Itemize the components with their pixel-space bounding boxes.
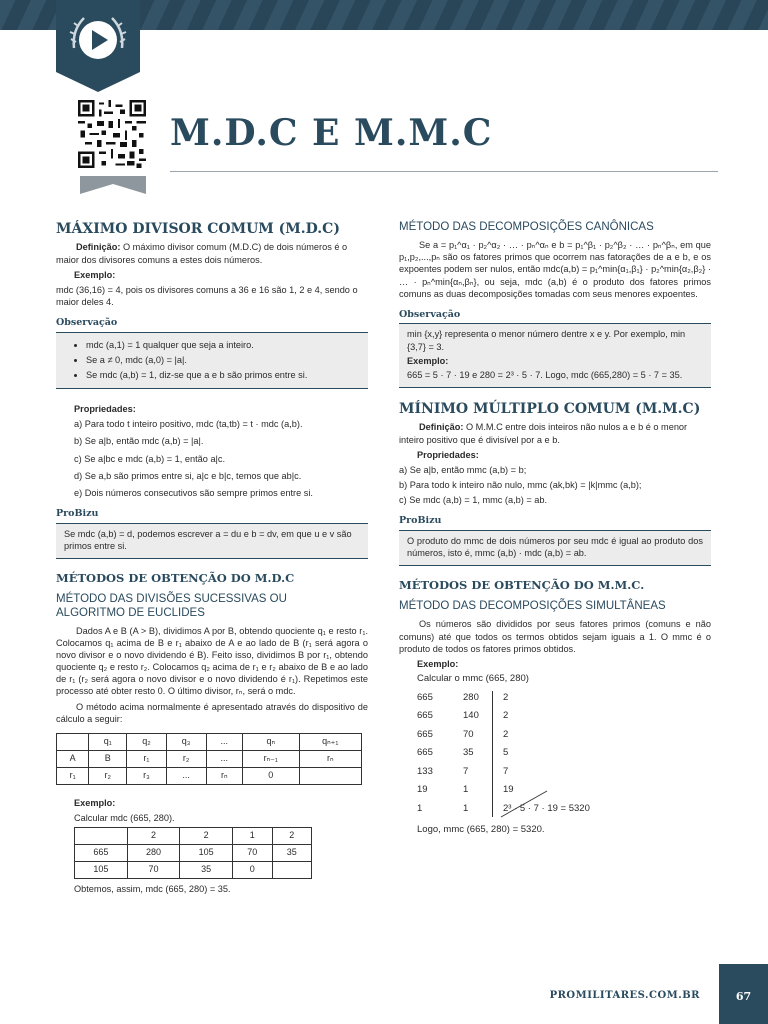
table-cell: B [89, 750, 127, 767]
table-cell: A [57, 750, 89, 767]
example-text: 665 = 5 · 7 · 19 e 280 = 2³ · 5 · 7. Logo, mdc (665,280) = 5 · 7 = 35. [407, 369, 683, 380]
list-item: b) Se a|b, então mdc (a,b) = |a|. [74, 436, 204, 447]
table-row [417, 744, 590, 763]
table-cell: 2 [503, 691, 509, 703]
mdc-methods-heading: MÉTODOS DE OBTENÇÃO DO M.D.C [56, 570, 295, 585]
euclid-paragraph-2: O método acima normalmente é apresentado através do dispositivo de cálculo a seguir: [56, 701, 368, 724]
table-cell: 35 [272, 845, 312, 862]
table-cell: 2 [127, 828, 180, 845]
definition-text: O M.M.C entre dois inteiros não nulos a e b é o menor inteiro positivo que é divisível por a e b. [399, 422, 688, 445]
table-row [417, 707, 590, 726]
table-row [57, 733, 362, 750]
euclid-scheme-table [56, 733, 362, 785]
table-row [75, 828, 312, 845]
observation-label: Observação [56, 317, 368, 333]
table-cell: 35 [463, 747, 474, 759]
table-cell: 665 [75, 845, 128, 862]
table-cell [299, 767, 361, 784]
table-cell [57, 733, 89, 750]
mmc-example [399, 658, 711, 837]
table-cell: 70 [463, 728, 474, 740]
mmc-methods-heading: MÉTODOS DE OBTENÇÃO DO M.M.C. [399, 578, 645, 593]
canonical-heading: MÉTODO DAS DECOMPOSIÇÕES CANÔNICAS [399, 221, 654, 233]
table-cell: 105 [180, 845, 233, 862]
table-row [417, 726, 590, 745]
footer-site: PROMILITARES.COM.BR [549, 990, 700, 1001]
observation-list [64, 339, 360, 381]
definition-label: Definição: [76, 242, 121, 253]
probizu-box [56, 524, 368, 559]
table-cell: 1 [463, 802, 469, 814]
table-cell: q₁ [89, 733, 127, 750]
table-cell: 70 [127, 862, 180, 879]
mmc-heading: MÍNIMO MÚLTIPLO COMUM (M.M.C) [399, 400, 701, 417]
slash-mark [493, 789, 553, 819]
mmc-definition [399, 421, 711, 445]
observation-label: Observação [399, 309, 711, 325]
table-cell: 5 [503, 747, 509, 759]
list-item: d) Se a,b são primos entre si, a|c e b|c, temos que ab|c. [74, 470, 302, 481]
table-cell: 2 [180, 828, 233, 845]
right-column [399, 218, 711, 840]
table-cell: 280 [463, 691, 479, 703]
list-item: b) Para todo k inteiro não nulo, mmc (ak,bk) = |k|mmc (a,b); [399, 480, 642, 490]
simultaneous-heading: MÉTODO DAS DECOMPOSIÇÕES SIMULTÂNEAS [399, 600, 666, 613]
table-cell: 19 [417, 784, 428, 796]
page-number: 67 [719, 964, 768, 1024]
table-cell: 280 [127, 845, 180, 862]
factorization-device [417, 689, 617, 819]
properties-label: Propriedades: [74, 404, 136, 415]
table-cell: r₂ [166, 750, 206, 767]
probizu-box [399, 531, 711, 566]
qr-code-icon [78, 100, 146, 168]
list-item: c) Se mdc (a,b) = 1, mmc (a,b) = ab. [399, 495, 548, 506]
table-cell: r₂ [89, 767, 127, 784]
table-cell: 2³ · 5 · 7 · 19 = 5320 [503, 802, 590, 814]
table-cell: 140 [463, 710, 479, 722]
table-cell: 2 [503, 710, 509, 722]
table-cell: qₙ [243, 733, 300, 750]
observation-box [399, 324, 711, 388]
observation-text: min {x,y} representa o menor número dentre x e y. Por exemplo, min {3,7} = 3. [407, 329, 686, 352]
mdc-example [56, 797, 368, 895]
example-label: Exemplo: [407, 355, 449, 366]
table-row [57, 767, 362, 784]
table-cell: q₃ [166, 733, 206, 750]
probizu-label: ProBizu [399, 515, 711, 531]
table-cell: 7 [463, 765, 469, 777]
table-cell: 0 [233, 862, 272, 879]
play-logo-icon [56, 0, 140, 92]
example-text: Calcular o mmc (665, 280) [417, 673, 529, 684]
table-row [417, 689, 590, 708]
probizu-text: Se mdc (a,b) = d, podemos escrever a = du e b = dv, em que u e v são primos entre si. [64, 528, 352, 551]
table-cell: 35 [180, 862, 233, 879]
table-cell [75, 828, 128, 845]
definition-text: O máximo divisor comum (M.D.C) de dois números é o maior dos divisores comuns a estes dois números. [56, 242, 348, 265]
list-item: • mdc (a,1) = 1 qualquer que seja a inteiro. [86, 339, 360, 351]
table-cell: 7 [503, 765, 509, 777]
table-cell: ... [206, 750, 243, 767]
table-cell: 2 [503, 728, 509, 740]
mdc-properties [56, 403, 368, 499]
definition-label: Definição: [419, 422, 464, 433]
table-row [75, 862, 312, 879]
canonical-text: Se a = p₁^α₁ · p₂^α₂ · … · pₙ^αₙ e b = p₁^β₁ · p₂^β₂ · … · pₙ^βₙ, em que p₁,p₂,...,pₙ são os fatores primos que ocorrem nas fatorações de a e b, e os expoentes podem ser nulos, então mdc(a,b) = p₁^min{α₁,β₁} · p₂^min{α₂,β₂} · … · pₙ^min{αₙ,βₙ}, ou seja, mdc (a,b) é o produto dos fatores primos comuns as duas decomposições tomadas com seus menores expoentes. [399, 240, 711, 299]
table-cell: 1 [417, 802, 423, 814]
table-cell: 1 [463, 784, 469, 796]
probizu-label: ProBizu [56, 508, 368, 524]
list-item: c) Se a|bc e mdc (a,b) = 1, então a|c. [74, 453, 226, 464]
table-cell: 2 [272, 828, 312, 845]
list-item: e) Dois números consecutivos são sempre primos entre si. [74, 487, 313, 498]
table-cell: 665 [417, 710, 433, 722]
observation-box [56, 333, 368, 389]
simultaneous-text: Os números são divididos por seus fatores primos (comuns e não comuns) até que todos os termos obtidos sejam iguais a 1. O mmc é o produto de todos os fatores primos obtidos. [399, 619, 711, 654]
example-conclusion: Obtemos, assim, mdc (665, 280) = 35. [74, 884, 231, 895]
page-title: M.D.C E M.M.C [170, 112, 493, 154]
table-cell: 105 [75, 862, 128, 879]
table-cell: r₁ [57, 767, 89, 784]
list-item: • Se mdc (a,b) = 1, diz-se que a e b são primos entre si. [86, 369, 360, 381]
mdc-definition [56, 241, 368, 265]
list-item: a) Se a|b, então mmc (a,b) = b; [399, 464, 527, 475]
table-row [417, 763, 590, 782]
probizu-text: O produto do mmc de dois números por seu mdc é igual ao produto dos números, isto é, mmc (a,b) · mdc (a,b) = ab. [407, 535, 703, 558]
table-cell: 665 [417, 691, 433, 703]
table-cell: rₙ [299, 750, 361, 767]
example-label: Exemplo: [74, 797, 116, 808]
euclid-heading [56, 592, 368, 621]
table-row [57, 750, 362, 767]
list-item: • Se a ≠ 0, mdc (a,0) = |a|. [86, 354, 360, 366]
table-cell: 19 [503, 784, 514, 796]
table-cell: 133 [417, 765, 433, 777]
example-conclusion: Logo, mmc (665, 280) = 5320. [417, 824, 545, 836]
table-cell [272, 862, 312, 879]
table-cell: qₙ₊₁ [299, 733, 361, 750]
table-cell: ... [206, 733, 243, 750]
table-cell: 70 [233, 845, 272, 862]
left-column [56, 218, 368, 898]
table-cell: 0 [243, 767, 300, 784]
table-cell: rₙ₋₁ [243, 750, 300, 767]
example-label: Exemplo: [74, 269, 116, 280]
euclid-paragraph: Dados A e B (A > B), dividimos A por B, obtendo quociente q₁ e resto r₁. Colocamos q₁ acima de B e r₁ abaixo de A e ao lado de B (r₁ será agora o novo divisor e o novo dividendo é B). Feito isso, dividimos B por r₁, obtendo quociente q₂ e resto r₂. Colocamos q₂ acima de r₁ e r₂ abaixo de B e ao lado de r₁ (r₂ será agora o novo divisor e o novo dividendo é r₁). Repetimos este processo até obter resto 0. O último divisor, rₙ, será o mdc. [56, 625, 368, 697]
title-divider [170, 171, 718, 172]
list-item: a) Para todo t inteiro positivo, mdc (ta,tb) = t · mdc (a,b). [74, 419, 303, 430]
table-cell: rₙ [206, 767, 243, 784]
ribbon-decoration [80, 176, 146, 194]
table-cell: q₂ [127, 733, 166, 750]
table-cell: 665 [417, 747, 433, 759]
table-cell: ... [166, 767, 206, 784]
euclid-heading-line2: ALGORITMO DE EUCLIDES [56, 607, 205, 620]
table-cell: 665 [417, 728, 433, 740]
euclid-heading-line1: MÉTODO DAS DIVISÕES SUCESSIVAS OU [56, 592, 287, 605]
example-euclid-table [74, 827, 312, 879]
example-text: Calcular mdc (665, 280). [74, 812, 175, 823]
table-cell: 1 [233, 828, 272, 845]
properties-label: Propriedades: [417, 449, 479, 460]
example-label: Exemplo: [417, 658, 459, 669]
table-cell: r₁ [127, 750, 166, 767]
mdc-heading: MÁXIMO DIVISOR COMUM (M.D.C) [56, 221, 340, 237]
table-row [75, 845, 312, 862]
table-cell: r₃ [127, 767, 166, 784]
example-text: mdc (36,16) = 4, pois os divisores comuns a 36 e 16 são 1, 2 e 4, sendo o maior deles 4. [56, 284, 358, 308]
